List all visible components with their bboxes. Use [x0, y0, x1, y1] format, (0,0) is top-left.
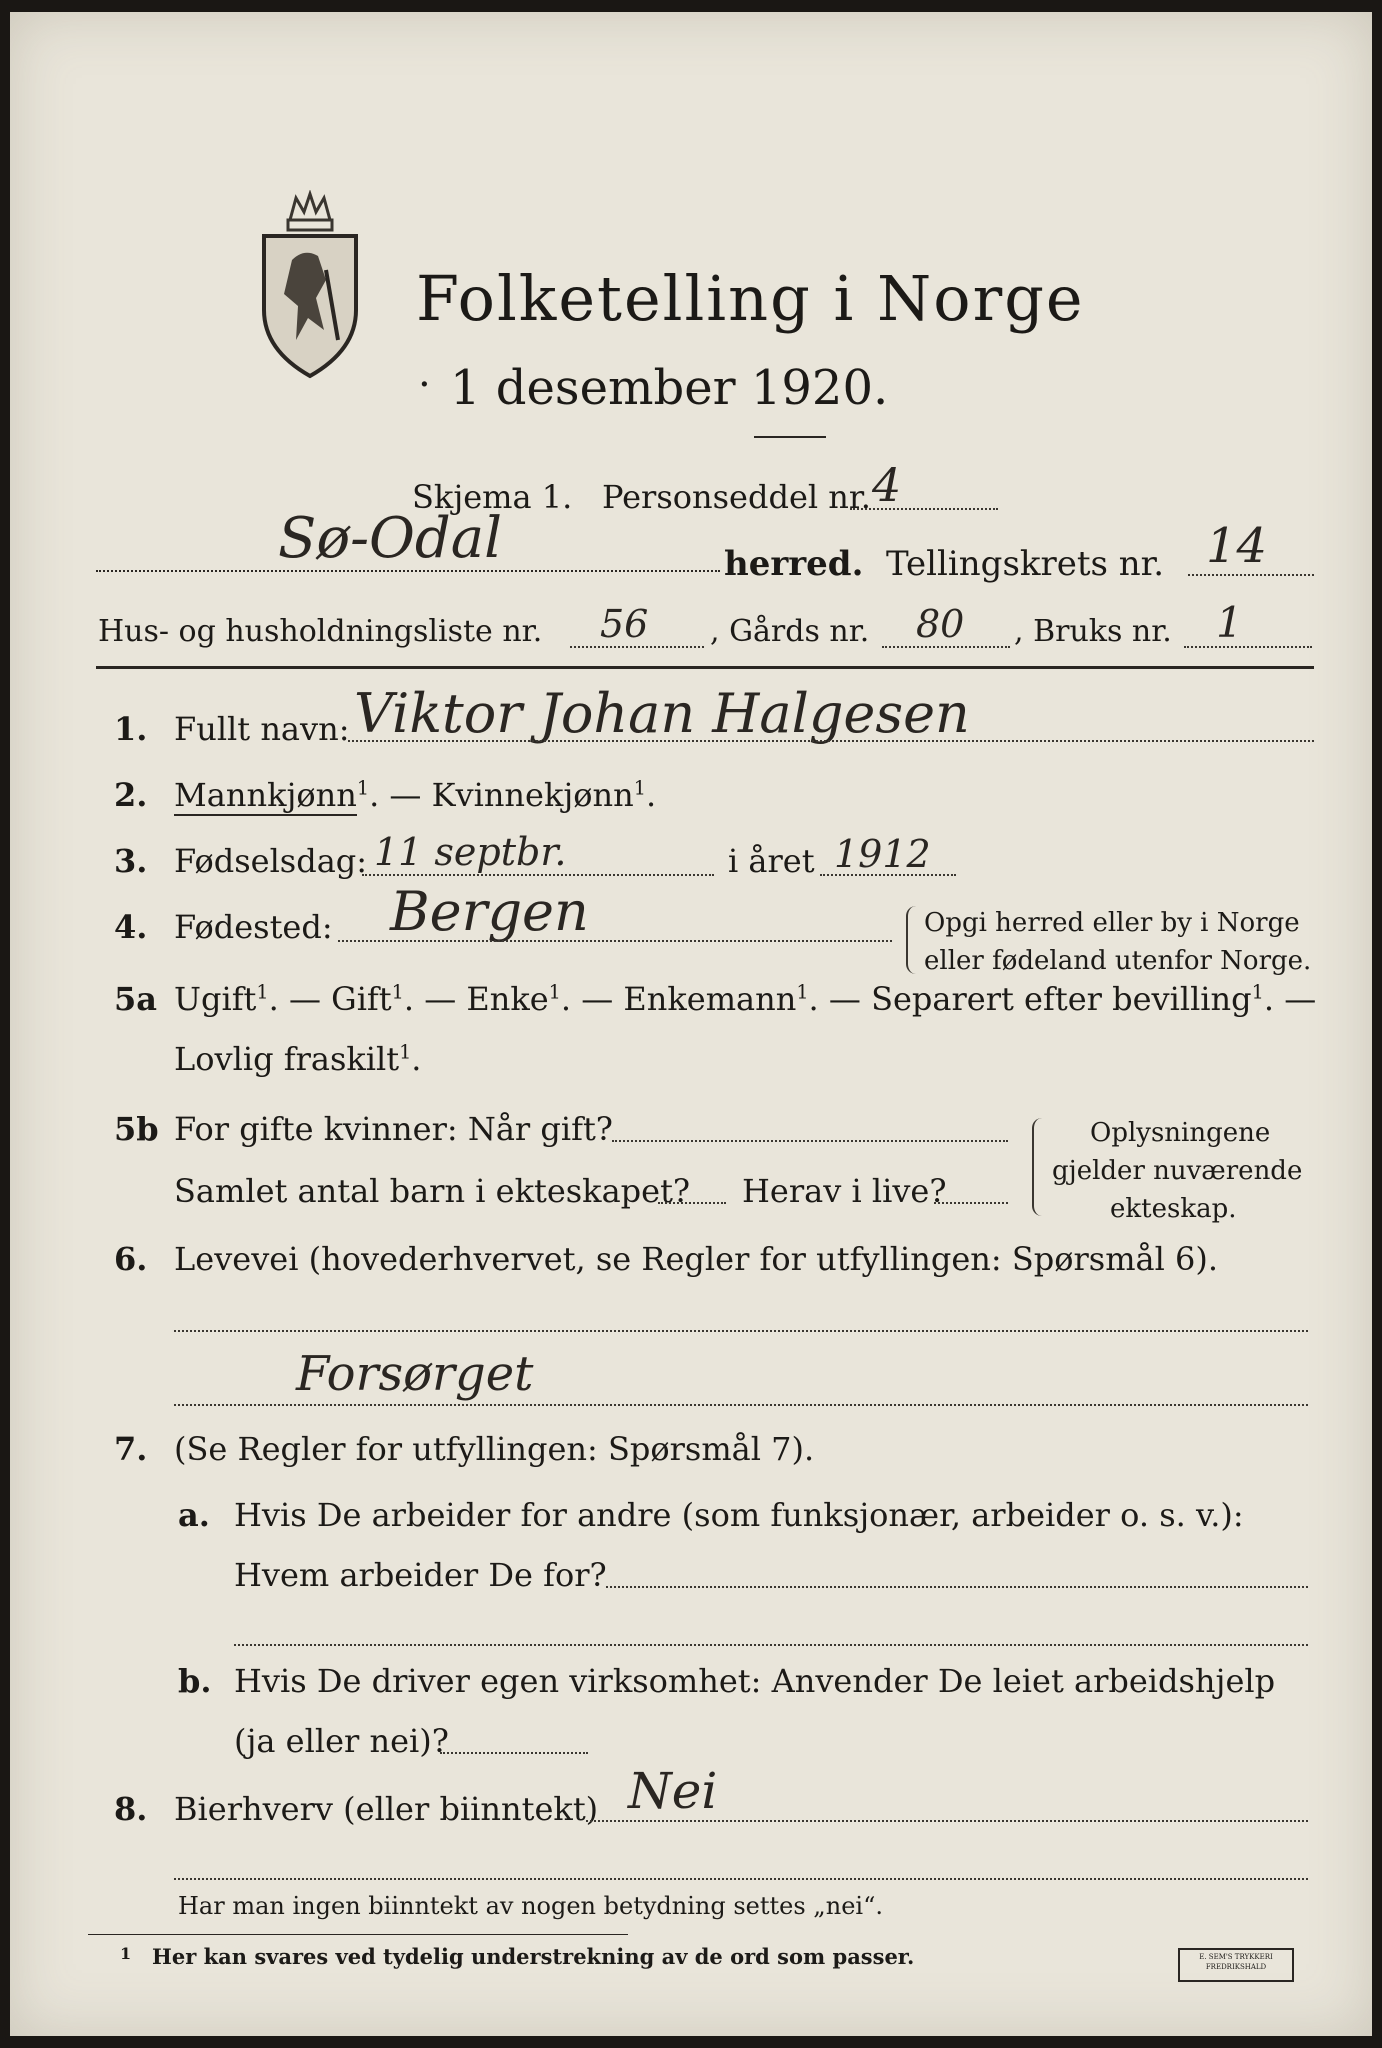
full-name-value[interactable]: Viktor Johan Halgesen — [354, 682, 970, 745]
birthday-value[interactable]: 11 septbr. — [374, 830, 567, 874]
q1-line — [348, 740, 1314, 742]
title-rule — [754, 436, 826, 438]
q5b-note-3: ekteskap. — [1110, 1194, 1237, 1224]
census-date: 1 desember 1920. — [450, 360, 889, 416]
husholdning-value[interactable]: 56 — [600, 602, 649, 646]
q6-number: 6. — [114, 1240, 148, 1278]
q5b-brace — [1032, 1118, 1046, 1216]
bruks-value[interactable]: 1 — [1216, 598, 1243, 647]
tellingskrets-label: Tellingskrets nr. — [886, 544, 1165, 584]
q4-number: 4. — [114, 908, 148, 946]
q8-line — [586, 1820, 1308, 1822]
employer-line — [606, 1586, 1308, 1588]
q1-label: Fullt navn: — [174, 710, 350, 748]
tellingskrets-value[interactable]: 14 — [1206, 518, 1268, 574]
bullet-dot: . — [418, 350, 431, 396]
marital-widow-option[interactable]: . — Enke — [403, 980, 549, 1018]
herred-value[interactable]: Sø-Odal — [278, 506, 503, 571]
gender-male-option[interactable]: Mannkjønn — [174, 776, 357, 814]
occupation-value[interactable]: Forsørget — [296, 1346, 534, 1402]
birthplace-value[interactable]: Bergen — [390, 880, 589, 943]
employer-line-2 — [234, 1644, 1308, 1646]
q3-label: Fødselsdag: — [174, 842, 368, 880]
footnote-rule — [88, 1934, 628, 1935]
gards-value[interactable]: 80 — [916, 602, 965, 646]
q4-brace — [906, 906, 918, 974]
printer-stamp: E. SEM'S TRYKKERI FREDRIKSHALD — [1178, 1948, 1294, 1982]
q5a-line-2: Lovlig fraskilt$^1$. — [174, 1040, 422, 1078]
q5b-note-1: Oplysningene — [1090, 1118, 1271, 1148]
q7-label: (Se Regler for utfyllingen: Spørsmål 7). — [174, 1430, 815, 1468]
footnote-number: 1 — [120, 1944, 132, 1963]
hired-help-line — [440, 1752, 588, 1754]
marital-separated-option[interactable]: . — Separert efter bevilling — [808, 980, 1252, 1018]
q8-number: 8. — [114, 1790, 148, 1828]
q7-number: 7. — [114, 1430, 148, 1468]
header-divider — [96, 666, 1314, 669]
q7a-number: a. — [178, 1496, 210, 1534]
side-income-value[interactable]: Nei — [628, 1762, 718, 1820]
marital-divorced-option[interactable]: Lovlig fraskilt — [174, 1040, 400, 1078]
bruks-label: , Bruks nr. — [1014, 614, 1172, 649]
q5a-options: Ugift$^1$. — Gift$^1$. — Enke$^1$. — Enkemann$^1$. — Separert efter bevilling$^1$. — — [174, 980, 1317, 1018]
q8-line-2 — [174, 1878, 1308, 1880]
q3-line — [362, 874, 714, 876]
q2-number: 2. — [114, 776, 148, 814]
q6-line-2 — [174, 1404, 1308, 1406]
q5a-number: 5a — [114, 980, 157, 1018]
skjema-label: Skjema 1. — [412, 478, 573, 516]
tellingskrets-line — [1188, 574, 1314, 576]
q7a-text: Hvis De arbeider for andre (som funksjonær, arbeider o. s. v.): — [234, 1496, 1244, 1534]
birth-year-value[interactable]: 1912 — [834, 832, 931, 876]
q5b-note-2: gjelder nuværende — [1052, 1156, 1303, 1186]
norwegian-coat-of-arms-icon — [256, 190, 364, 380]
q7a-question: Hvem arbeider De for? — [234, 1556, 607, 1594]
year-label: i året — [728, 842, 815, 880]
gards-label: , Gårds nr. — [710, 614, 870, 649]
bruks-line — [1184, 646, 1312, 648]
q2-options: Mannkjønn$^1$. — Kvinnekjønn$^1$. — [174, 776, 657, 814]
q6-label: Levevei (hovederhvervet, se Regler for utfyllingen: Spørsmål 6). — [174, 1240, 1219, 1278]
census-form — [10, 12, 1372, 2036]
q5b-label-3: Herav i live? — [742, 1172, 947, 1210]
q7b-number: b. — [178, 1662, 212, 1700]
q4-label: Fødested: — [174, 908, 333, 946]
q5b-label-1: For gifte kvinner: Når gift? — [174, 1110, 613, 1148]
marital-married-option[interactable]: . — Gift — [268, 980, 392, 1018]
q4-note-1: Opgi herred eller by i Norge — [924, 908, 1300, 938]
husholdning-line — [570, 646, 704, 648]
gender-female-option[interactable]: Kvinnekjønn — [431, 776, 634, 814]
q8-label: Bierhverv (eller biinntekt) — [174, 1790, 599, 1828]
husholdning-label: Hus- og husholdningsliste nr. — [98, 614, 543, 649]
gards-line — [882, 646, 1010, 648]
children-line — [658, 1202, 726, 1204]
alive-line — [934, 1202, 1008, 1204]
form-title: Folketelling i Norge — [416, 262, 1085, 335]
q5b-label-2: Samlet antal barn i ekteskapet? — [174, 1172, 691, 1210]
q7b-question: (ja eller nei)? — [234, 1722, 449, 1760]
footer-note: Har man ingen biinntekt av nogen betydning settes „nei“. — [178, 1892, 883, 1920]
herred-label: herred. — [724, 544, 864, 584]
q4-note-2: eller fødeland utenfor Norge. — [924, 946, 1312, 976]
footnote-text: Her kan svares ved tydelig understrekning av de ord som passer. — [152, 1944, 915, 1969]
q5b-number: 5b — [114, 1110, 159, 1148]
marital-unmarried-option[interactable]: Ugift — [174, 980, 257, 1018]
q6-line-1 — [174, 1330, 1308, 1332]
q7b-text: Hvis De driver egen virksomhet: Anvender De leiet arbeidshjelp — [234, 1662, 1276, 1700]
personseddel-label: Personseddel nr. — [602, 478, 871, 516]
herred-line — [96, 570, 720, 572]
married-when-line — [612, 1140, 1008, 1142]
q1-number: 1. — [114, 710, 148, 748]
q4-line — [338, 940, 892, 942]
q3-number: 3. — [114, 842, 148, 880]
personseddel-value[interactable]: 4 — [872, 458, 902, 512]
marital-widower-option[interactable]: . — Enkemann — [560, 980, 797, 1018]
year-line — [820, 874, 956, 876]
